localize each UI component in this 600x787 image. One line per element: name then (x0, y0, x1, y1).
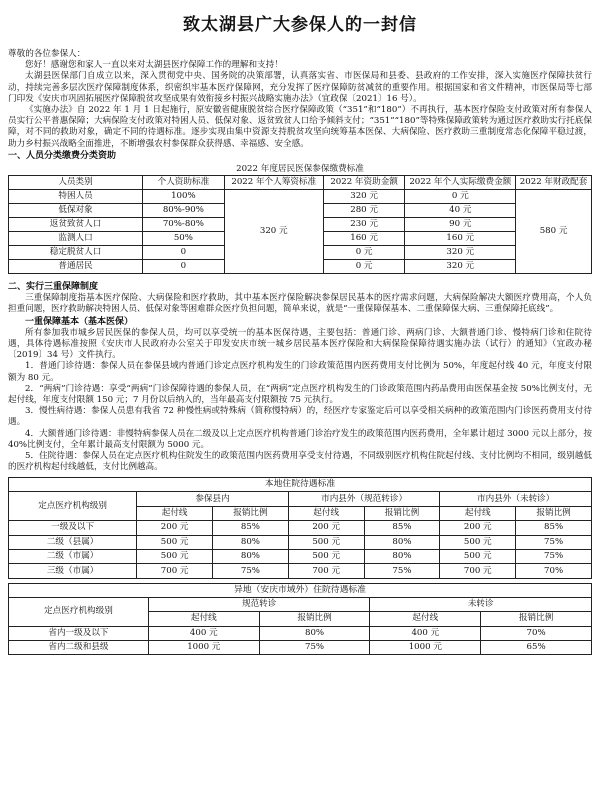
header-ratio: 报销比例 (516, 506, 592, 520)
table-row (9, 190, 592, 204)
cell: 85% (364, 521, 440, 535)
header-level: 定点医疗机构级别 (9, 597, 149, 626)
cell-category: 返贫致贫人口 (9, 218, 143, 232)
table-row (9, 641, 592, 655)
header-threshold: 起付线 (148, 612, 259, 626)
item-general-outpatient: 1．普通门诊待遇：参保人员在参保县域内普通门诊定点医疗机构发生的门诊政策范围内医药费用支付比例为 50%，年度起付线 40 元，年度支付限额为 80 元。 (8, 361, 592, 383)
cell: 200 元 (288, 521, 364, 535)
cell-actual: 320 元 (405, 246, 516, 260)
cell: 500 元 (440, 535, 516, 549)
cell-rate: 0 (143, 260, 225, 274)
cell: 700 元 (288, 564, 364, 578)
section-1-heading: 一、人员分类缴费分类资助 (8, 150, 117, 161)
header-group: 参保县内 (137, 492, 289, 506)
header-ratio: 报销比例 (213, 506, 289, 520)
header-personal-standard: 2022 年个人筹资标准 (224, 176, 323, 190)
table-3-caption: 异地（安庆市域外）住院待遇标准 (8, 583, 592, 597)
cell: 1000 元 (370, 641, 481, 655)
cell: 75% (516, 550, 592, 564)
cell-aid: 230 元 (323, 218, 405, 232)
subsection-heading: 一重保障基本（基本医保） (25, 316, 134, 327)
header-threshold: 起付线 (137, 506, 213, 520)
cell: 75% (516, 535, 592, 549)
cell: 500 元 (137, 550, 213, 564)
cell-level: 二级（市属） (9, 550, 137, 564)
cell: 700 元 (440, 564, 516, 578)
cell-aid: 0 元 (323, 260, 405, 274)
cell: 75% (259, 641, 370, 655)
cell: 70% (481, 626, 592, 640)
cell: 500 元 (288, 535, 364, 549)
letter-page (8, 10, 592, 655)
cell-category: 稳定脱贫人口 (9, 246, 143, 260)
cell: 80% (364, 535, 440, 549)
cell: 200 元 (137, 521, 213, 535)
table-header-row (9, 492, 592, 506)
cell-level: 省内一级及以下 (9, 626, 149, 640)
intro-paragraph-1: 太湖县医保部门自成立以来，深入贯彻党中央、国务院的决策部署，认真落实省、市医保局和县委、县政府的工作安排，深入实施医疗保障扶贫行动，持续完善多层次医疗保障制度体系，织密织牢基本医疗保障网，充分发挥了医疗保障防贫减贫的重要作用。根据国家和省文件精神，市医保局等七部门印发《安庆市巩固拓展医疗保障脱贫攻坚成果有效衔接乡村振兴战略实施办法》（宜政保〔2021〕16 号）。 (8, 71, 592, 104)
cell-rate: 0 (143, 246, 225, 260)
cell-actual: 40 元 (405, 204, 516, 218)
item-two-diseases: 2．“两病”门诊待遇：享受“两病”门诊保障待遇的参保人员，在“两病”定点医疗机构发生的门诊政策范围内药品费用由医保基金按 50%比例支付，无起付线，年度支付限额 150 元；7 月份以后纳入的，当年最高支付限额按 75 元执行。 (8, 383, 592, 406)
header-group: 规范转诊 (148, 597, 370, 611)
cell: 500 元 (288, 550, 364, 564)
header-fiscal: 2022 年财政配套 (516, 176, 592, 190)
cell-aid: 320 元 (323, 190, 405, 204)
cell: 65% (481, 641, 592, 655)
header-category: 人员类别 (9, 176, 143, 190)
cell-category: 监测人口 (9, 232, 143, 246)
header-threshold: 起付线 (370, 612, 481, 626)
cell-personal-standard: 320 元 (224, 190, 323, 274)
header-rate: 个人资助标准 (143, 176, 225, 190)
salutation: 尊敬的各位参保人： (8, 49, 86, 59)
item-large-outpatient: 4．大额普通门诊待遇：非慢特病参保人员在二级及以上定点医疗机构普通门诊治疗发生的政策范围内医药费用，全年累计超过 3000 元以上部分，按 40%比例支付，全年累计最高支付限额为 5000 元。 (8, 428, 592, 450)
cell-level: 二级（县属） (9, 535, 137, 549)
cell-actual: 160 元 (405, 232, 516, 246)
cell: 400 元 (370, 626, 481, 640)
table-1-caption: 2022 年度居民医保参保缴费标准 (236, 164, 364, 175)
header-group: 市内县外（未转诊） (440, 492, 592, 506)
cell-category: 普通居民 (9, 260, 143, 274)
header-actual: 2022 年个人实际缴费金额 (405, 176, 516, 190)
table-row (9, 626, 592, 640)
header-ratio: 报销比例 (364, 506, 440, 520)
cell: 400 元 (148, 626, 259, 640)
header-group: 未转诊 (370, 597, 592, 611)
cell: 85% (516, 521, 592, 535)
cell-category: 特困人员 (9, 190, 143, 204)
table-row (9, 535, 592, 549)
cell-aid: 160 元 (323, 232, 405, 246)
cell-rate: 70%-80% (143, 218, 225, 232)
cell-rate: 80%-90% (143, 204, 225, 218)
cell-level: 三级（市属） (9, 564, 137, 578)
cell: 80% (364, 550, 440, 564)
section-2-paragraph: 三重保障制度指基本医疗保险、大病保险和医疗救助，其中基本医疗保险解决参保居民基本的医疗需求问题，大病保险解决大额医疗费用高，个人负担重问题，医疗救助解决特困人员、低保对象等困难群众医疗负担问题，简单来说，就是“一重保障保基本、二重保障保大病、三重保障托底线”。 (8, 293, 592, 315)
header-ratio: 报销比例 (481, 612, 592, 626)
header-threshold: 起付线 (288, 506, 364, 520)
header-ratio: 报销比例 (259, 612, 370, 626)
table-row (9, 521, 592, 535)
cell: 1000 元 (148, 641, 259, 655)
cell: 75% (213, 564, 289, 578)
cell: 500 元 (137, 535, 213, 549)
table-row (9, 564, 592, 578)
local-inpatient-table (8, 491, 592, 578)
cell-category: 低保对象 (9, 204, 143, 218)
out-of-area-inpatient-table (8, 597, 592, 656)
header-aid: 2022 年资助金额 (323, 176, 405, 190)
header-group: 市内县外（规范转诊） (288, 492, 440, 506)
cell-aid: 0 元 (323, 246, 405, 260)
contribution-table (8, 175, 592, 274)
cell: 80% (213, 550, 289, 564)
cell-level: 省内二级和县级 (9, 641, 149, 655)
cell-aid: 280 元 (323, 204, 405, 218)
cell: 500 元 (440, 550, 516, 564)
cell-level: 一级及以下 (9, 521, 137, 535)
cell: 80% (259, 626, 370, 640)
cell-actual: 90 元 (405, 218, 516, 232)
page-title: 致太湖县广大参保人的一封信 (183, 15, 417, 35)
cell-actual: 0 元 (405, 190, 516, 204)
cell-rate: 50% (143, 232, 225, 246)
cell: 200 元 (440, 521, 516, 535)
item-inpatient: 5．住院待遇：参保人员在定点医疗机构住院发生的政策范围内医药费用享受支付待遇，不同级别医疗机构住院起付线、支付比例均不相同，级别越低的医疗机构起付线越低，支付比例越高。 (8, 451, 592, 473)
cell: 75% (364, 564, 440, 578)
cell: 85% (213, 521, 289, 535)
table-row (9, 550, 592, 564)
cell-actual: 320 元 (405, 260, 516, 274)
greeting: 您好！感谢您和家人一直以来对太湖县医疗保障工作的理解和支持！ (25, 60, 283, 71)
cell: 80% (213, 535, 289, 549)
cell-fiscal-match: 580 元 (516, 190, 592, 274)
cell: 70% (516, 564, 592, 578)
section-2-heading: 二、实行三重保障制度 (8, 282, 99, 293)
table-header-row (9, 597, 592, 611)
intro-paragraph-2: 《实施办法》自 2022 年 1 月 1 日起施行，原安徽省健康脱贫综合医疗保障政策（“351”和“180”）不再执行，基本医疗保险支付政策对所有参保人员实行公平普惠保障；大病保险支付政策对特困人员、低保对象、返贫致贫人口给予倾斜支付；“351”“180”等特殊保障政策转为通过医疗救助实行托底保障，对不同的救助对象，确定不同的待遇标准。逐步实现由集中资源支持脱贫攻坚向统筹基本医保、大病保险、医疗救助三重制度常态化保障平稳过渡，助力乡村振兴战略全面推进，不断增强农村参保群众获得感、幸福感、安全感。 (8, 105, 592, 149)
table-header-row (9, 176, 592, 190)
item-chronic-disease: 3．慢性病待遇：参保人员患有我省 72 种慢性病或特殊病（简称慢特病）的，经医疗专家鉴定后可以享受相关病种的政策范围内门诊医药费用支付待遇。 (8, 406, 592, 428)
cell: 700 元 (137, 564, 213, 578)
cell-rate: 100% (143, 190, 225, 204)
table-2-caption: 本地住院待遇标准 (8, 477, 592, 491)
basic-insurance-paragraph: 所有参加我市城乡居民医保的参保人员，均可以享受统一的基本医保待遇，主要包括：普通门诊、两病门诊、大额普通门诊、慢特病门诊和住院待遇，具体待遇标准按照《安庆市人民政府办公室关于印发安庆市统一城乡居民基本医疗保险和大病保险保障待遇实施办法（试行）的通知》（宜政办秘〔2019〕34 号）文件执行。 (8, 327, 592, 361)
header-level: 定点医疗机构级别 (9, 492, 137, 521)
header-threshold: 起付线 (440, 506, 516, 520)
